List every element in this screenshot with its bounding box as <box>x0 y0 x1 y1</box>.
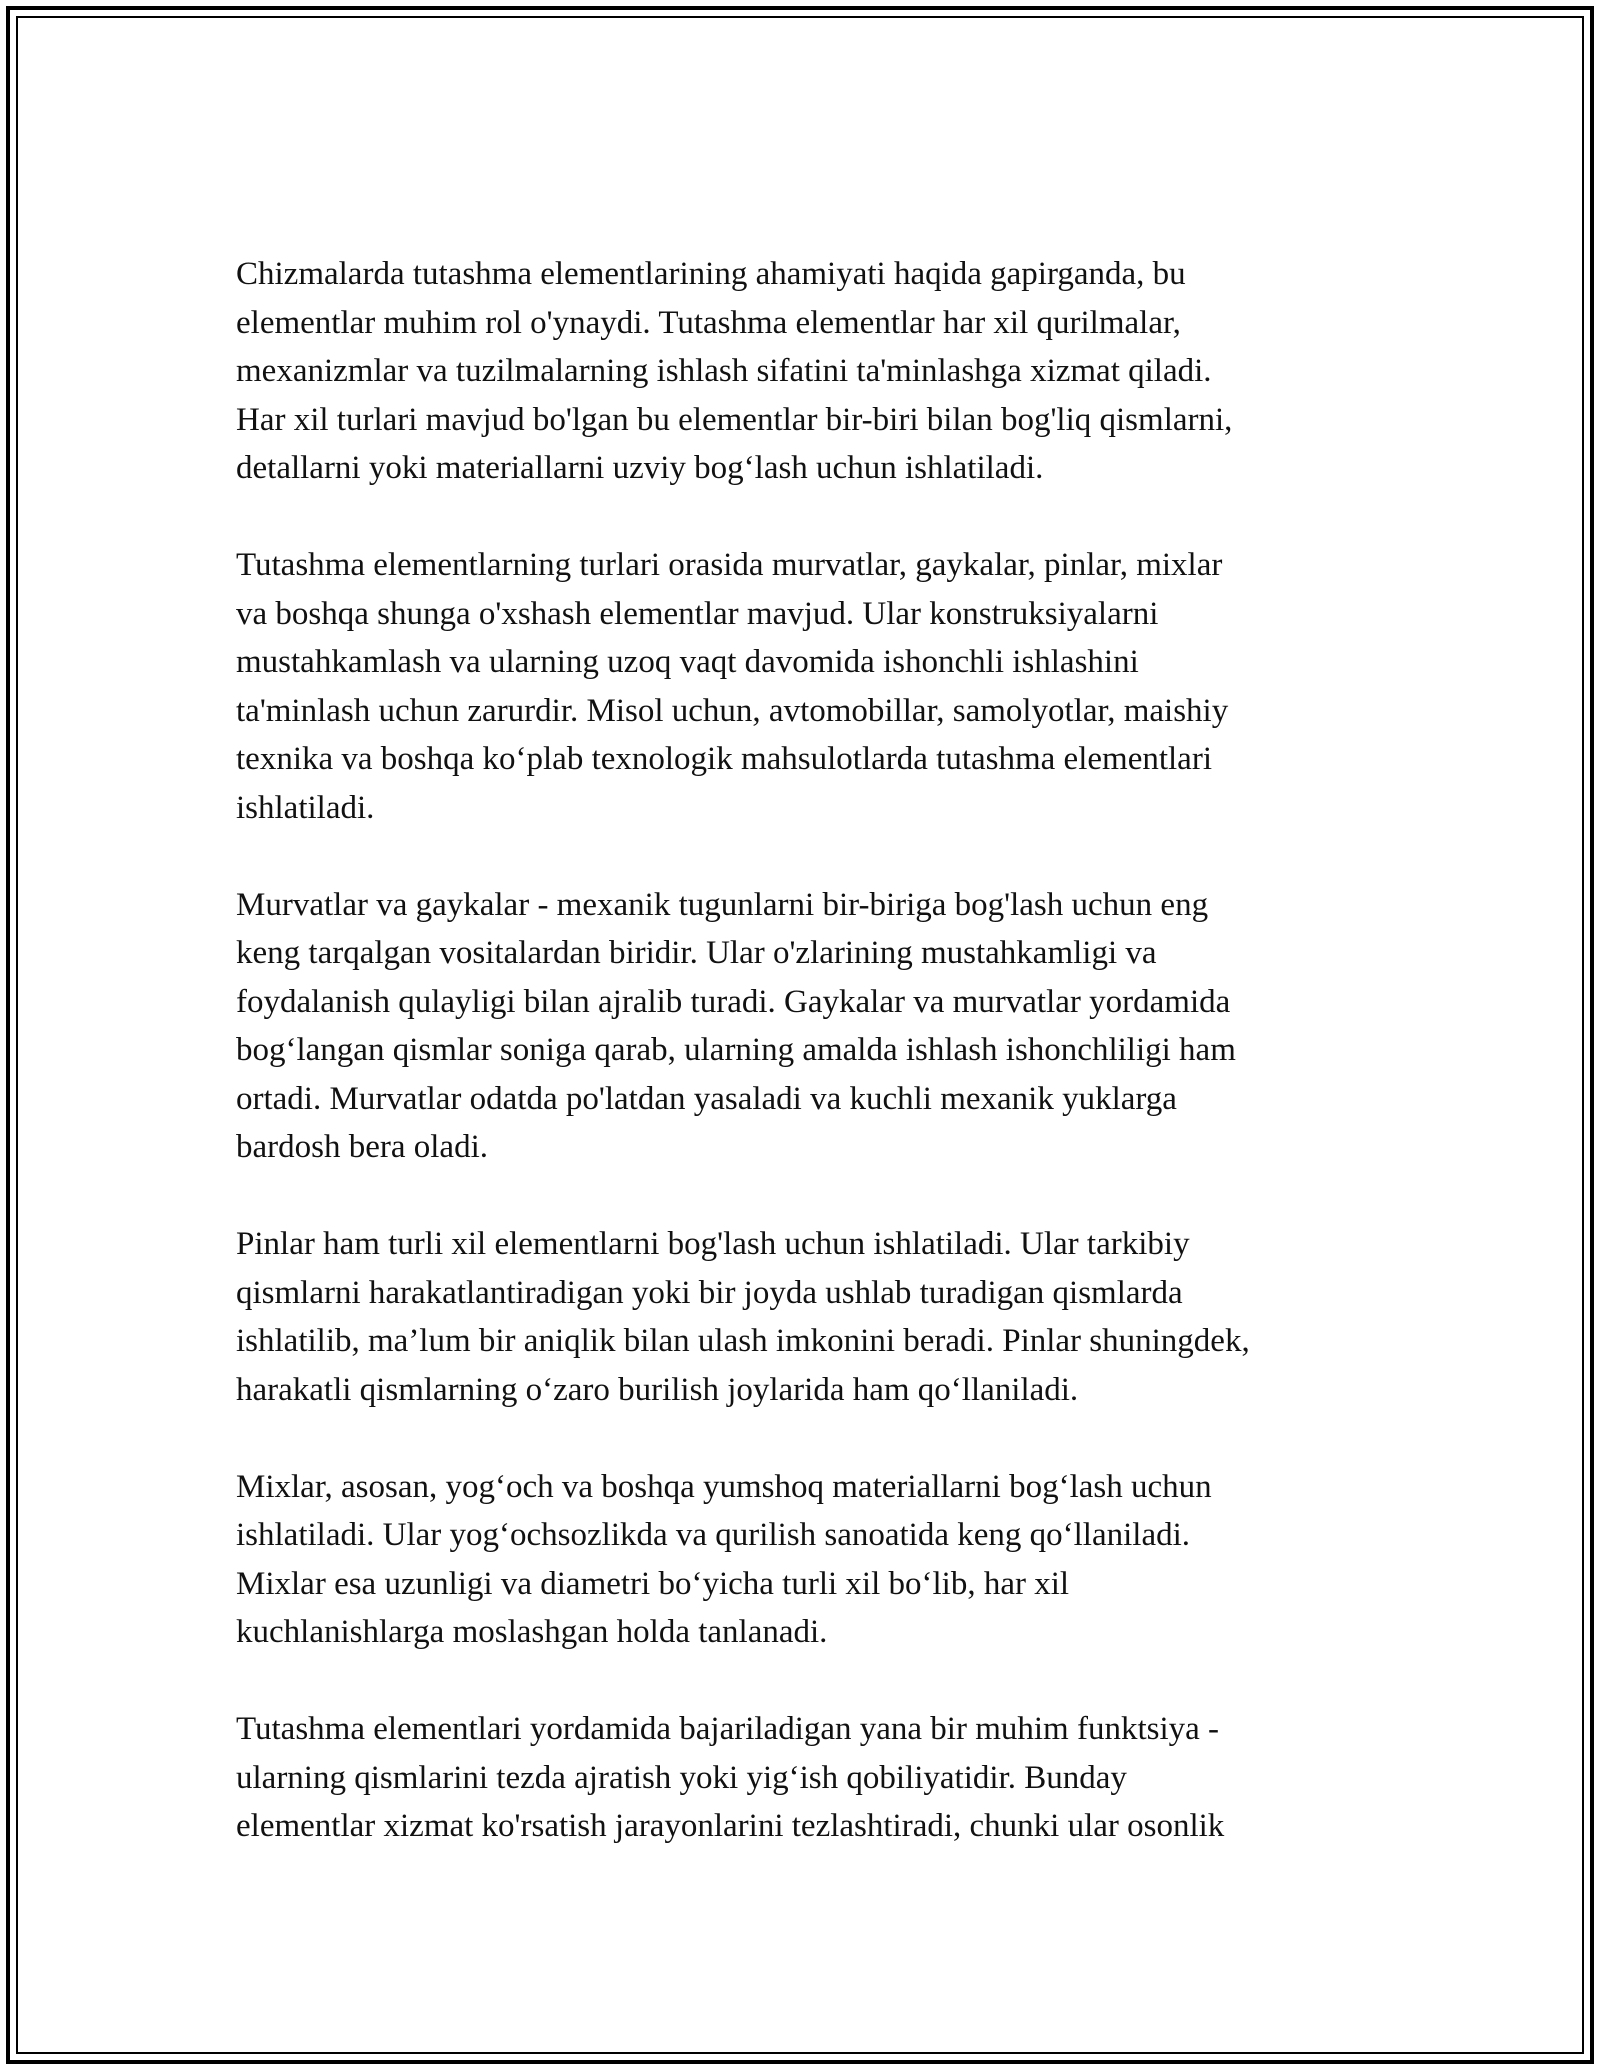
paragraph-2: Tutashma elementlarning turlari orasida murvatlar, gaykalar, pinlar, mixlar va boshqa shunga o'xshash elementlar mavjud. Ular konstruksiyalarni mustahkamlash va ularning uzoq vaqt davomida ishonchli ishlashini ta'minlash uchun zarurdir. Misol uchun, avtomobillar, samolyotlar, maishiy texnika va boshqa ko‘plab texnologik mahsulotlarda tutashma elementlari ishlatiladi. <box>236 547 1229 826</box>
document-body <box>236 250 1386 1899</box>
paragraph-5: Mixlar, asosan, yog‘och va boshqa yumshoq materiallarni bog‘lash uchun ishlatiladi. Ular yog‘ochsozlikda va qurilish sanoatida keng qo‘llaniladi. Mixlar esa uzunligi va diametri bo‘yicha turli xil bo‘lib, har xil kuchlanishlarga moslashgan holda tanlanadi. <box>236 1468 1212 1650</box>
paragraph-4: Pinlar ham turli xil elementlarni bog'lash uchun ishlatiladi. Ular tarkibiy qismlarni harakatlantiradigan yoki bir joyda ushlab turadigan qismlarda ishlatilib, ma’lum bir aniqlik bilan ulash imkonini beradi. Pinlar shuningdek, harakatli qismlarning o‘zaro burilish joylarida ham qo‘llaniladi. <box>236 1226 1250 1408</box>
paragraph-3: Murvatlar va gaykalar - mexanik tugunlarni bir-biriga bog'lash uchun eng keng tarqalgan vositalardan biridir. Ular o'zlarining mustahkamligi va foydalanish qulayligi bilan ajralib turadi. Gaykalar va murvatlar yordamida bog‘langan qismlar soniga qarab, ularning amalda ishlash ishonchliligi ham ortadi. Murvatlar odatda po'latdan yasaladi va kuchli mexanik yuklarga bardosh bera oladi. <box>236 886 1236 1165</box>
paragraph-1: Chizmalarda tutashma elementlarining ahamiyati haqida gapirganda, bu elementlar muhim rol o'ynaydi. Tutashma elementlar har xil qurilmalar, mexanizmlar va tuzilmalarning ishlash sifatini ta'minlashga xizmat qiladi. Har xil turlari mavjud bo'lgan bu elementlar bir-biri bilan bog'liq qismlarni, detallarni yoki materiallarni uzviy bog‘lash uchun ishlatiladi. <box>236 256 1233 486</box>
paragraph-6: Tutashma elementlari yordamida bajariladigan yana bir muhim funktsiya - ularning qismlarini tezda ajratish yoki yig‘ish qobiliyatidir. Bunday elementlar xizmat ko'rsatish jarayonlarini tezlashtiradi, chunki ular osonlik <box>236 1711 1225 1844</box>
